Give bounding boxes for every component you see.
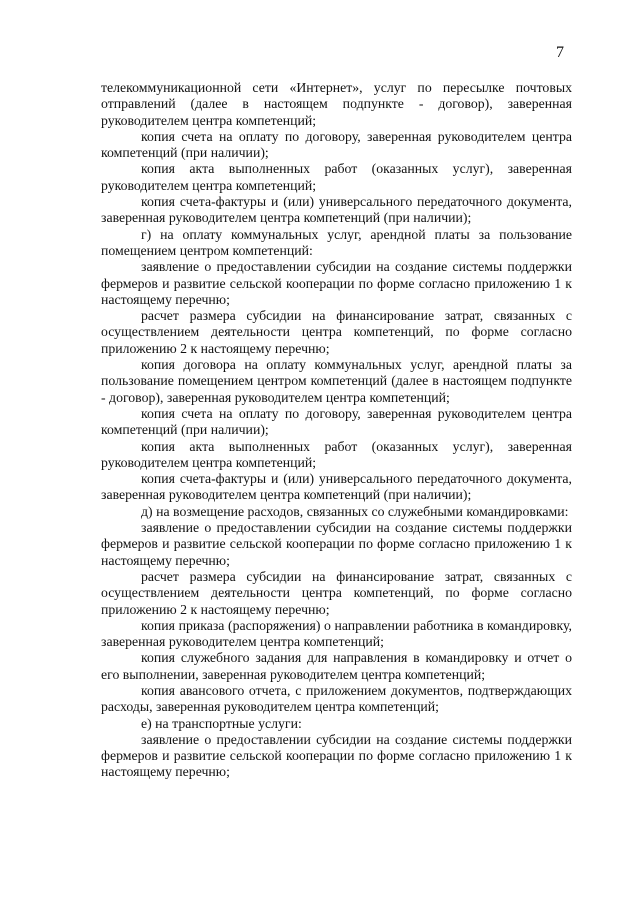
paragraph: копия служебного задания для направления в командировку и отчет о его выполнении, заверенная руководителем центра компетенций; [101,650,572,682]
page-number: 7 [556,44,564,61]
paragraph: копия приказа (распоряжения) о направлении работника в командировку, заверенная руководителем центра компетенций; [101,617,572,650]
paragraph: заявление о предоставлении субсидии на создание системы поддержки фермеров и развитие сельской кооперации по форме согласно приложению 1 к настоящему перечню; [101,520,572,568]
paragraph: заявление о предоставлении субсидии на создание системы поддержки фермеров и развитие сельской кооперации по форме согласно приложению 1 к настоящему перечню; [101,259,572,307]
paragraph: расчет размера субсидии на финансирование затрат, связанных с осуществлением деятельности центра компетенций, по форме согласно приложению 2 к настоящему перечню; [101,568,572,617]
paragraph: копия акта выполненных работ (оказанных услуг), заверенная руководителем центра компетенций; [101,161,572,193]
paragraph: копия счета-фактуры и (или) универсального передаточного документа, заверенная руководителем центра компетенций (при наличии); [101,471,572,503]
subclause-heading: д) на возмещение расходов, связанных со служебными командировками: [141,503,569,519]
subclause-heading: е) на транспортные услуги: [141,715,302,731]
paragraph: расчет размера субсидии на финансирование затрат, связанных с осуществлением деятельности центра компетенций, по форме согласно приложению 2 к настоящему перечню; [101,308,572,356]
paragraph: копия счета на оплату по договору, заверенная руководителем центра компетенций (при наличии); [101,128,572,161]
document-body [101,80,572,781]
paragraph: заявление о предоставлении субсидии на создание системы поддержки фермеров и развитие сельской кооперации по форме согласно приложению 1 к настоящему перечню; [101,731,572,780]
subclause-heading: г) на оплату коммунальных услуг, арендной платы за пользование помещением центром компетенций: [101,226,572,258]
paragraph: телекоммуникационной сети «Интернет», услуг по пересылке почтовых отправлений (далее в настоящем подпункте - договор), заверенная руководителем центра компетенций; [101,80,572,128]
paragraph: копия счета на оплату по договору, заверенная руководителем центра компетенций (при наличии); [101,405,572,438]
paragraph: копия акта выполненных работ (оказанных услуг), заверенная руководителем центра компетенций; [101,438,572,470]
paragraph: копия договора на оплату коммунальных услуг, арендной платы за пользование помещением центром компетенций (далее в настоящем подпункте - договор), заверенная руководителем центра компетенций; [101,357,572,405]
paragraph: копия счета-фактуры и (или) универсального передаточного документа, заверенная руководителем центра компетенций (при наличии); [101,194,572,226]
paragraph: копия авансового отчета, с приложением документов, подтверждающих расходы, заверенная руководителем центра компетенций; [101,682,572,715]
